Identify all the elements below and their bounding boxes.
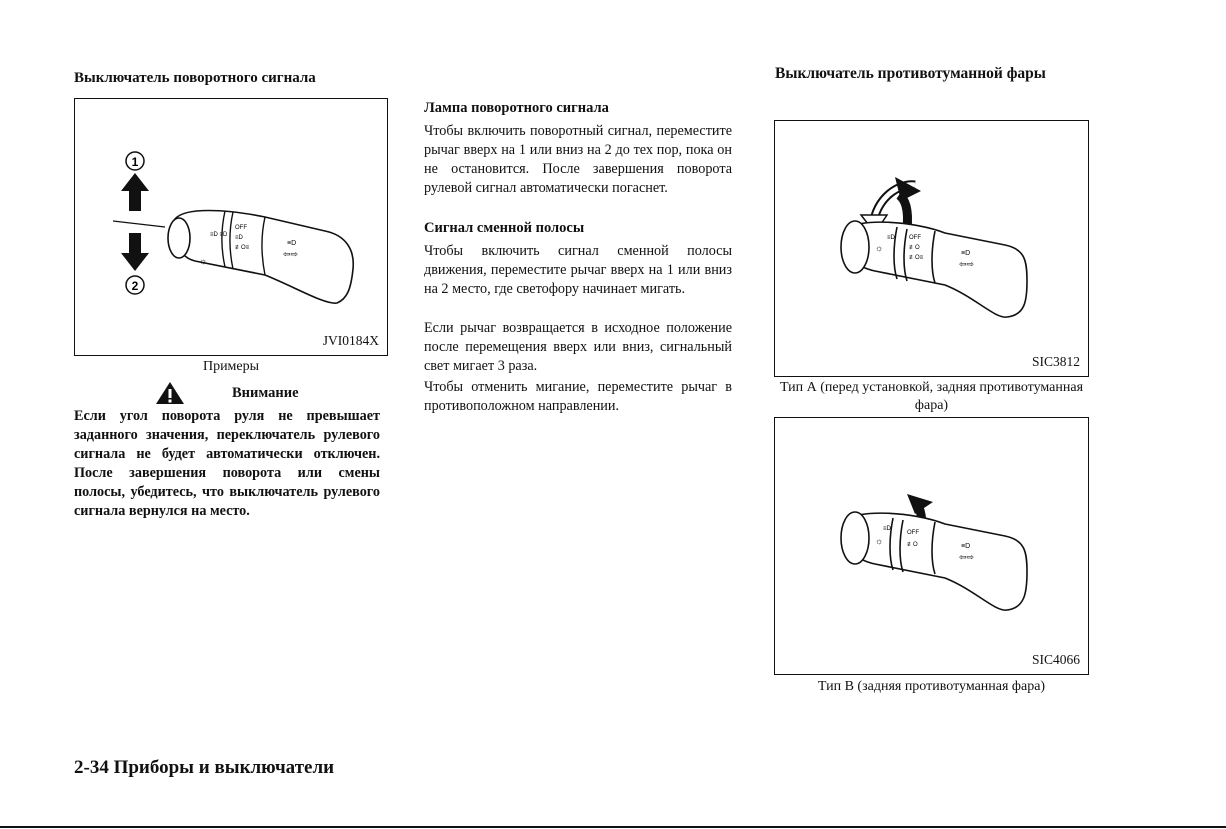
paragraph-cancel-blinking: Чтобы отменить мигание, переместите рычаг в противоположном направлении. (424, 379, 732, 414)
section-title-turn-signal: Выключатель поворотного сигнала (74, 70, 316, 86)
page-footer-label: 2-34 Приборы и выключатели (74, 757, 335, 778)
svg-text:≡D ≡D: ≡D ≡D (210, 232, 228, 238)
svg-text:≡D: ≡D (887, 235, 895, 241)
warning-title: Внимание (232, 385, 299, 401)
svg-text:≢O: ≢O (907, 542, 918, 548)
svg-text:≡D: ≡D (883, 526, 891, 532)
paragraph-turn-signal-lamp: Чтобы включить поворотный сигнал, переместите рычаг вверх на 1 или вниз на 2 до тех пор, пока он не остановится. После завершения поворота рулевой сигнал автоматически погаснет. (424, 123, 732, 196)
svg-text:≡D: ≡D (961, 543, 971, 550)
figure-turn-signal-lever (74, 98, 388, 356)
svg-text:⇦⇨: ⇦⇨ (283, 249, 299, 259)
mark-2-label: 2 (131, 279, 139, 293)
warning-icon (155, 381, 185, 405)
svg-text:☼: ☼ (199, 256, 208, 266)
turn-signal-lever-illustration (75, 99, 386, 354)
warning-text: Если угол поворота руля не превышает заданного значения, переключатель рулевого сигнала не будет автоматически отключен. После завершения поворота или смены полосы, убедитесь, что выключатель рулевого сигнала вернулся на место. (74, 408, 380, 519)
svg-text:OFF: OFF (909, 235, 921, 241)
svg-text:⇦⇨: ⇦⇨ (959, 259, 975, 269)
svg-text:≢O≡: ≢O≡ (235, 245, 250, 251)
svg-text:≡D: ≡D (287, 240, 297, 247)
fog-switch-type-a-illustration (775, 121, 1087, 375)
svg-text:OFF: OFF (907, 530, 919, 536)
svg-text:≢O≡: ≢O≡ (909, 255, 924, 261)
heading-lane-change-signal: Сигнал сменной полосы (424, 220, 585, 236)
figure-fog-switch-type-a (774, 120, 1089, 377)
arrow-up-icon (121, 173, 149, 211)
arrow-down-icon (121, 233, 149, 271)
svg-text:⇦⇨: ⇦⇨ (959, 552, 975, 562)
figure-code: SIC4066 (1031, 652, 1080, 667)
heading-turn-signal-lamp: Лампа поворотного сигнала (424, 100, 609, 116)
fog-switch-type-b-illustration (775, 418, 1087, 673)
figure-caption-type-b: Тип В (задняя противотуманная фара) (817, 679, 1046, 694)
svg-text:OFF: OFF (235, 225, 247, 231)
figure-caption-type-a: Тип А (перед установкой, задняя противотуманная фара) (779, 380, 1084, 413)
figure-fog-switch-type-b (774, 417, 1089, 675)
figure-code: JVI0184X (322, 333, 379, 348)
svg-text:☼: ☼ (875, 243, 884, 253)
figure-code: SIC3812 (1031, 354, 1080, 369)
svg-text:≡D: ≡D (961, 250, 971, 257)
mark-1-label: 1 (131, 155, 139, 169)
section-title-fog-light: Выключатель противотуманной фары (775, 65, 1046, 82)
figure-caption: Примеры (202, 359, 260, 374)
svg-text:☼: ☼ (875, 536, 884, 546)
bottom-rule (0, 826, 1226, 828)
paragraph-lane-change-signal: Чтобы включить сигнал сменной полосы движения, переместите рычаг вверх на 1 или вниз на 2 место, где светофору начинает мигать. (424, 243, 732, 297)
svg-text:≡D: ≡D (235, 235, 243, 241)
paragraph-lever-return: Если рычаг возвращается в исходное положение после перемещения вверх или вниз, сигнальный свет мигает 3 раза. (424, 320, 732, 374)
svg-text:≢O: ≢O (909, 245, 920, 251)
